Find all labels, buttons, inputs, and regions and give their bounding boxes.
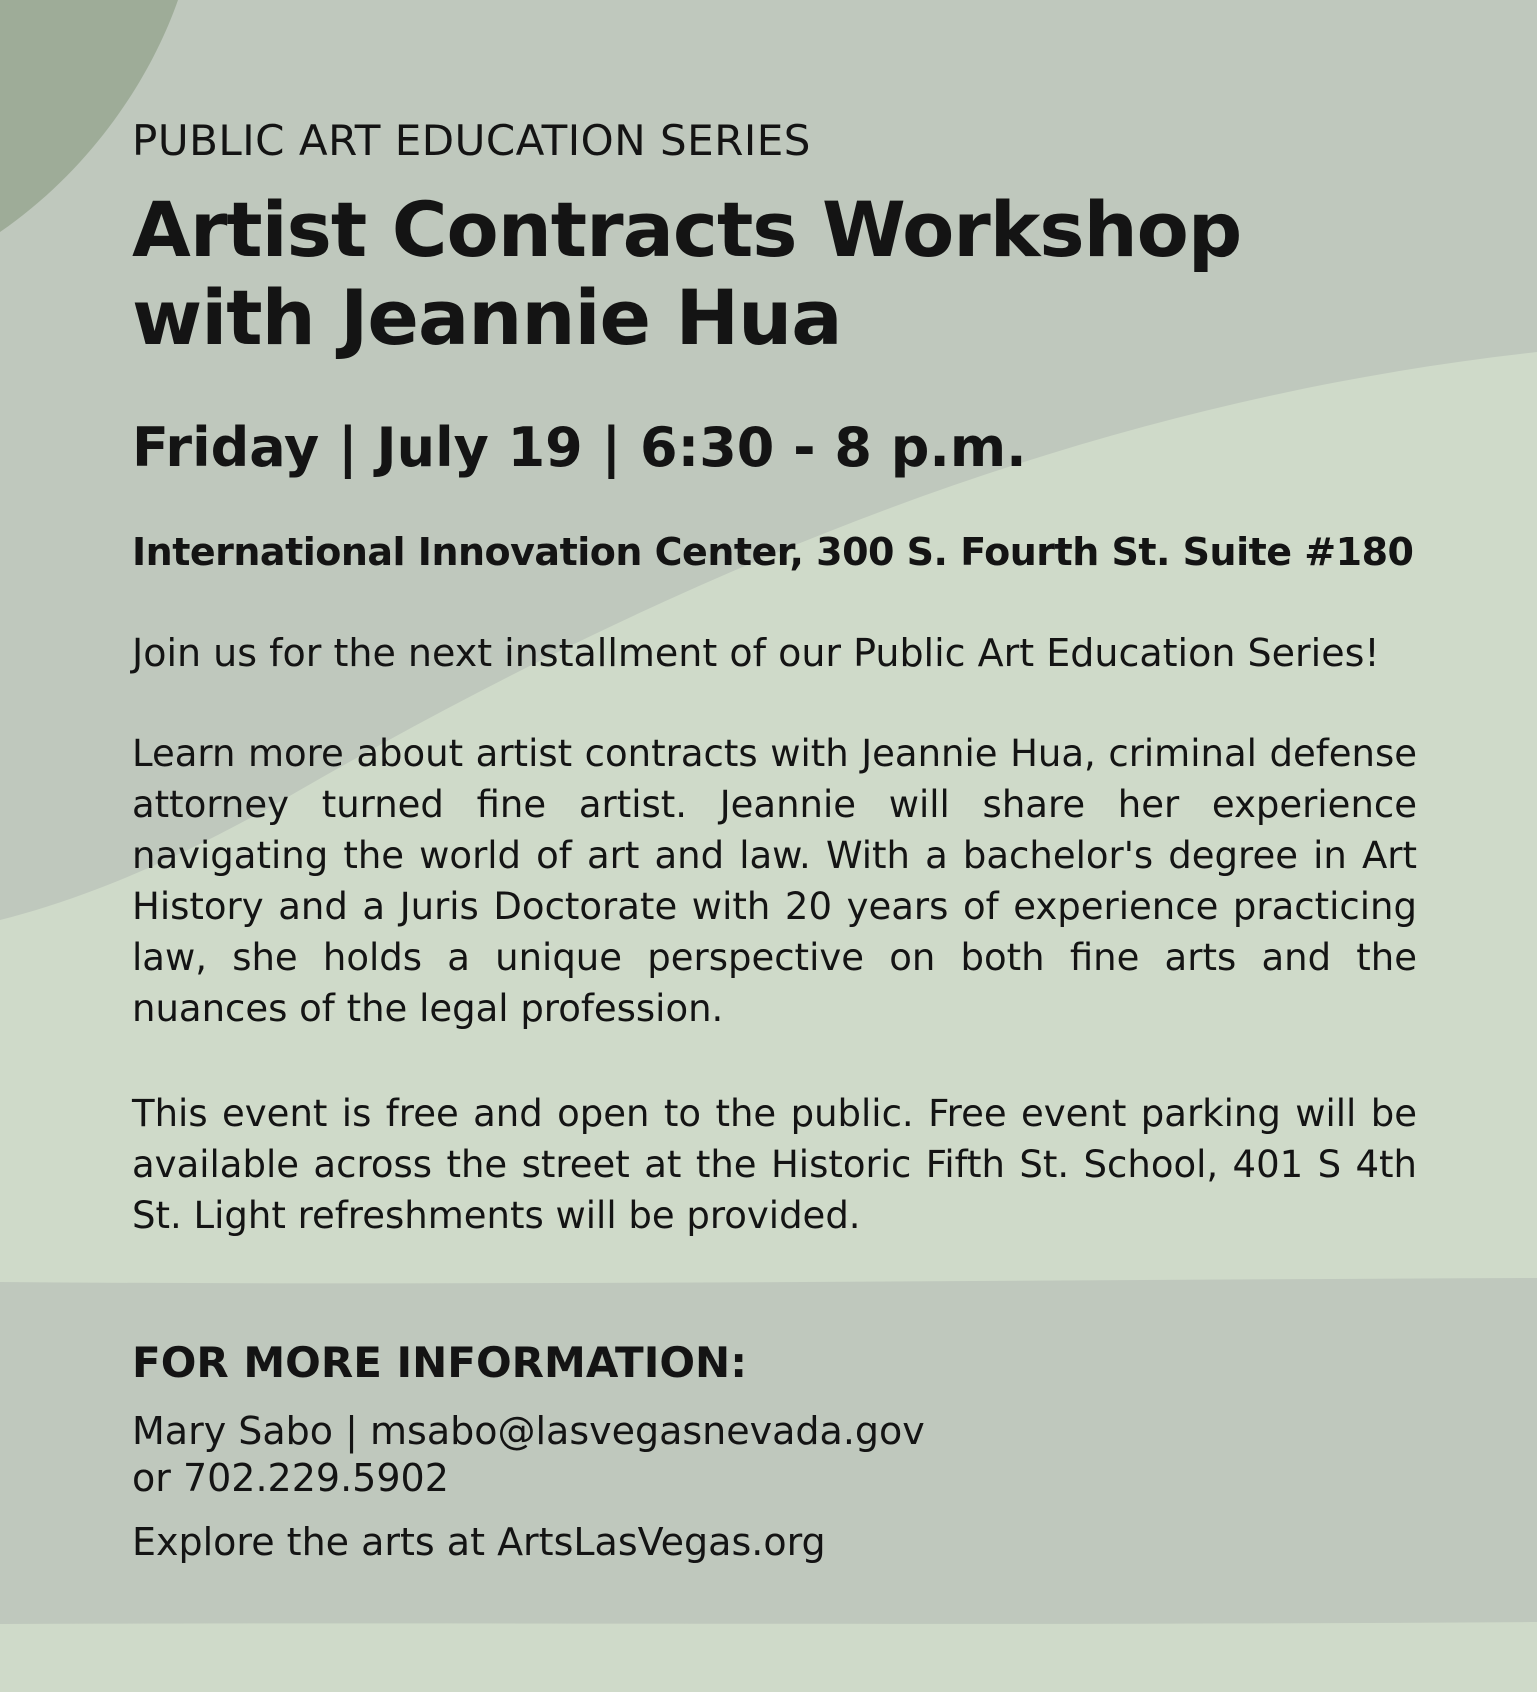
details-paragraph: This event is free and open to the public. Free event parking will be available across the street at the Historic Fifth St. School, 401 S 4th St. Light refreshments will be provided. — [132, 1092, 1417, 1237]
event-datetime: Friday | July 19 | 6:30 - 8 p.m. — [132, 416, 1027, 479]
series-label: PUBLIC ART EDUCATION SERIES — [132, 116, 811, 165]
explore-link-text: Explore the arts at ArtsLasVegas.org — [132, 1520, 826, 1564]
intro-paragraph: Join us for the next installment of our Public Art Education Series! — [132, 631, 1380, 675]
description-paragraph: Learn more about artist contracts with Jeannie Hua, criminal defense attorney turned fine artist. Jeannie will share her experience navigating the world of art and law. With a bachelor's degree in Art History and a Juris Doctorate with 20 years of experience practicing law, she holds a unique perspective on both fine arts and the nuances of the legal profession. — [132, 732, 1417, 1030]
info-heading: FOR MORE INFORMATION: — [132, 1338, 747, 1387]
contact-line-1: Mary Sabo | msabo@lasvegasnevada.gov — [132, 1409, 925, 1453]
contact-info — [132, 1408, 925, 1502]
event-title — [132, 186, 1392, 362]
event-location: International Innovation Center, 300 S. Fourth St. Suite #180 — [132, 530, 1414, 574]
contact-line-2: or 702.229.5902 — [132, 1456, 449, 1500]
event-title-line1: Artist Contracts Workshop — [132, 185, 1242, 274]
event-title-line2: with Jeannie Hua — [132, 273, 842, 362]
